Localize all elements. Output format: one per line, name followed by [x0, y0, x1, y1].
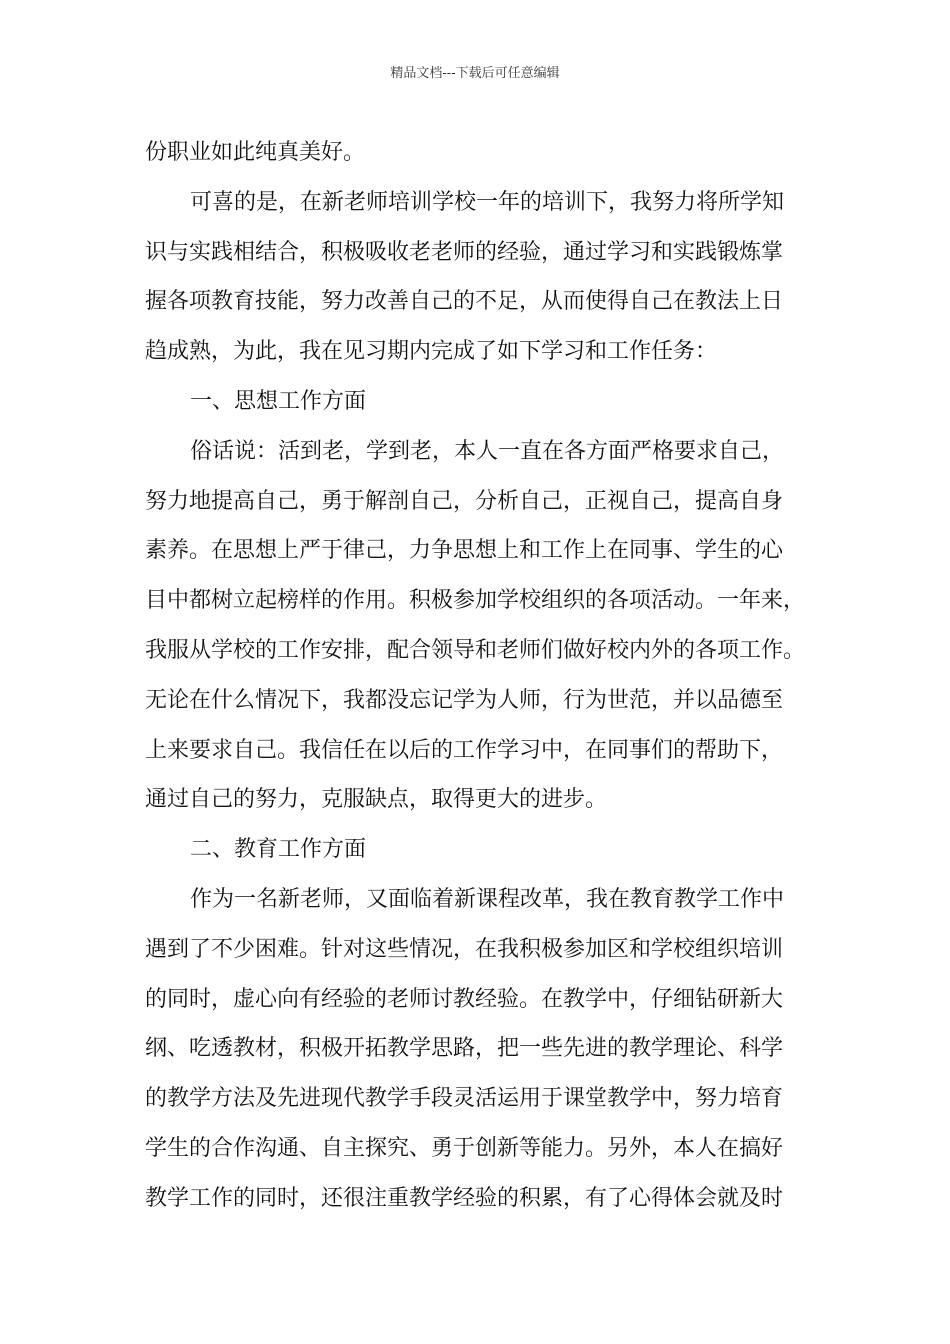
paragraph-line: 的同时，虚心向有经验的老师讨教经验。在教学中，仔细钻研新大 [145, 986, 784, 1012]
paragraph-line: 作为一名新老师，又面临着新课程改革，我在教育教学工作中 [190, 886, 785, 912]
paragraph-line: 努力地提高自己，勇于解剖自己，分析自己，正视自己，提高自身 [145, 488, 784, 514]
paragraph-line: 识与实践相结合，积极吸收老老师的经验，通过学习和实践锻炼掌 [145, 239, 784, 265]
document-body [145, 128, 825, 1224]
paragraph-line: 学生的合作沟通、自主探究、勇于创新等能力。另外，本人在搞好 [145, 1135, 784, 1161]
paragraph-line: 纲、吃透教材，积极开拓教学思路，把一些先进的教学理论、科学 [145, 1036, 784, 1062]
paragraph-line: 目中都树立起榜样的作用。积极参加学校组织的各项活动。一年来， [145, 588, 806, 614]
paragraph-line: 通过自己的努力，克服缺点，取得更大的进步。 [145, 787, 608, 813]
paragraph-line: 教学工作的同时，还很注重教学经验的积累，有了心得体会就及时 [145, 1185, 784, 1211]
paragraph-line: 遇到了不少困难。针对这些情况，在我积极参加区和学校组织培训 [145, 936, 784, 962]
paragraph-line: 俗话说：活到老，学到老，本人一直在各方面严格要求自己， [190, 438, 785, 464]
paragraph-line: 我服从学校的工作安排，配合领导和老师们做好校内外的各项工作。 [145, 637, 806, 663]
paragraph-line: 趋成熟，为此，我在见习期内完成了如下学习和工作任务： [145, 339, 718, 365]
paragraph-line: 份职业如此纯真美好。 [145, 140, 366, 165]
paragraph-line: 的教学方法及先进现代教学手段灵活运用于课堂教学中，努力培育 [145, 1086, 784, 1112]
paragraph-line: 素养。在思想上严于律己，力争思想上和工作上在同事、学生的心 [145, 538, 784, 564]
section-heading: 二、教育工作方面 [190, 837, 367, 863]
paragraph-line: 无论在什么情况下，我都没忘记学为人师，行为世范，并以品德至 [145, 687, 784, 713]
paragraph-line: 握各项教育技能，努力改善自己的不足，从而使得自己在教法上日 [145, 289, 784, 315]
section-heading: 一、思想工作方面 [190, 388, 367, 414]
page-header: 精品文档---下载后可任意编辑 [390, 66, 560, 81]
paragraph-line: 可喜的是，在新老师培训学校一年的培训下，我努力将所学知 [190, 189, 785, 215]
paragraph-line: 上来要求自己。我信任在以后的工作学习中，在同事们的帮助下， [145, 737, 784, 763]
